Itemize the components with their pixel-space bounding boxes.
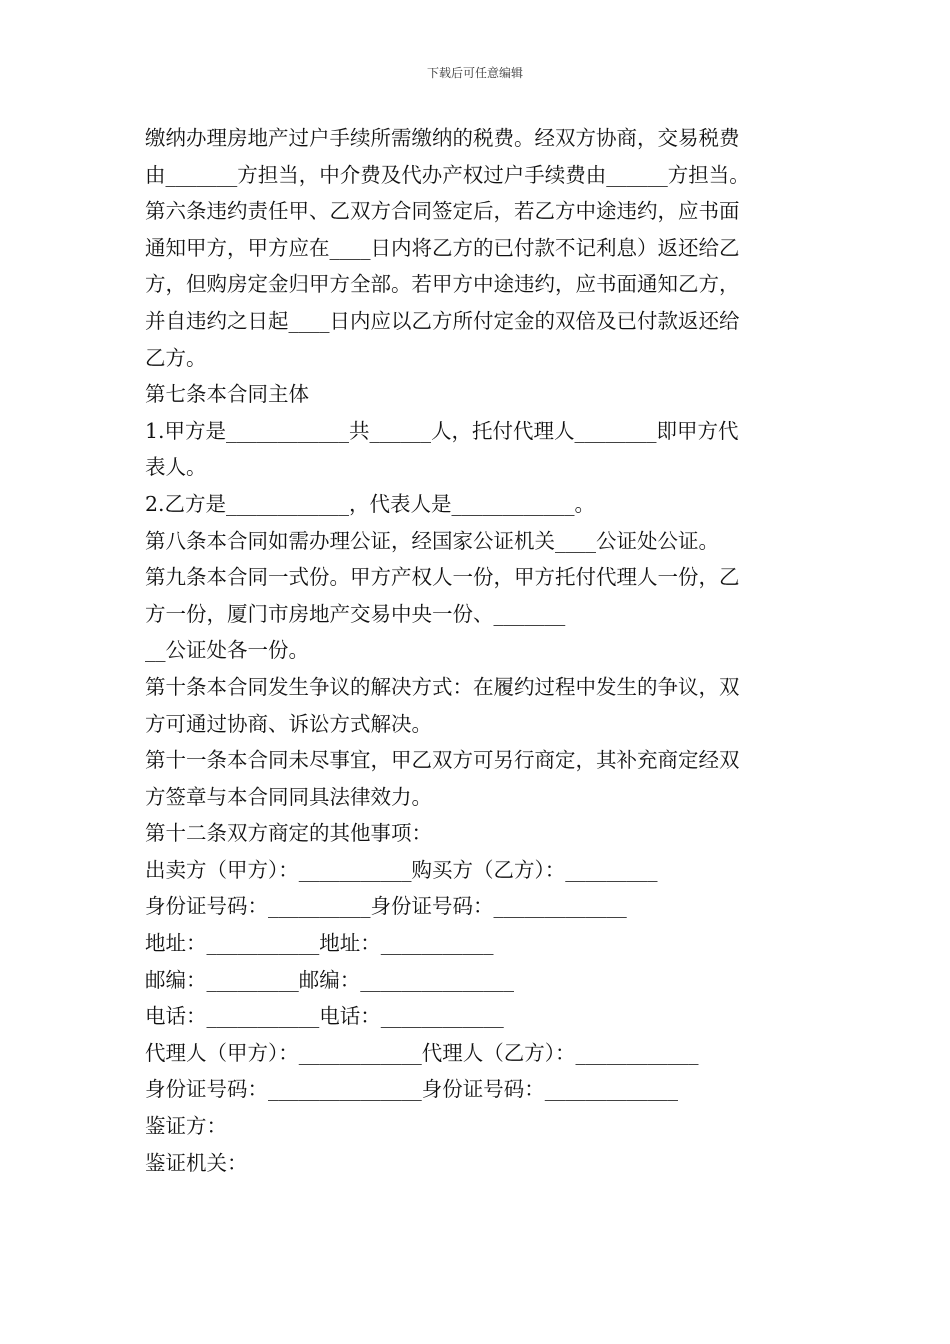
text-line: 乙方。 xyxy=(145,345,207,370)
text-line: 通知甲方，甲方应在____日内将乙方的已付款不记利息）返还给乙 xyxy=(145,235,740,260)
text-line: 1.甲方是____________共______人，托付代理人________即甲方代 xyxy=(145,418,739,443)
article-10: 第十条本合同发生争议的解决方式：在履约过程中发生的争议，双 xyxy=(145,674,740,699)
text-line: 方一份，厦门市房地产交易中央一份、_______ xyxy=(145,601,566,626)
article-8: 第八条本合同如需办理公证，经国家公证机关____公证处公证。 xyxy=(145,528,719,553)
text-line: 方可通过协商、诉讼方式解决。 xyxy=(145,711,432,736)
contract-body xyxy=(145,120,815,1181)
text-line: 表人。 xyxy=(145,455,207,480)
agent-line: 代理人（甲方）：____________代理人（乙方）：____________ xyxy=(145,1040,699,1065)
agent-id-line: 身份证号码：_______________身份证号码：_____________ xyxy=(145,1077,678,1102)
postcode-line: 邮编：_________邮编：_______________ xyxy=(145,967,514,992)
article-9: 第九条本合同一式份。甲方产权人一份，甲方托付代理人一份，乙 xyxy=(145,565,740,590)
page-header: 下载后可任意编辑 xyxy=(426,66,523,80)
text-line: __公证处各一份。 xyxy=(145,638,309,663)
verifying-authority-line: 鉴证机关： xyxy=(145,1150,248,1175)
text-line: 第六条违约责任甲、乙双方合同签定后，若乙方中途违约，应书面 xyxy=(145,199,740,224)
verifier-line: 鉴证方： xyxy=(145,1114,227,1139)
text-line: 方签章与本合同同具法律效力。 xyxy=(145,784,432,809)
text-line: 2.乙方是____________，代表人是____________。 xyxy=(145,491,596,516)
phone-line: 电话：___________电话：____________ xyxy=(145,1004,504,1029)
address-line: 地址：___________地址：___________ xyxy=(145,931,494,956)
article-11: 第十一条本合同未尽事宜，甲乙双方可另行商定，其补充商定经双 xyxy=(145,748,740,773)
text-line: 方，但购房定金归甲方全部。若甲方中途违约，应书面通知乙方， xyxy=(145,272,740,297)
text-line: 由_______方担当，中介费及代办产权过户手续费由______方担当。 xyxy=(145,162,750,187)
text-line: 并自违约之日起____日内应以乙方所付定金的双倍及已付款返还给 xyxy=(145,308,740,333)
seller-buyer-line: 出卖方（甲方）：___________购买方（乙方）：_________ xyxy=(145,857,658,882)
text-line: 缴纳办理房地产过户手续所需缴纳的税费。经双方协商，交易税费 xyxy=(145,126,740,150)
article-7-title: 第七条本合同主体 xyxy=(145,382,309,407)
article-12: 第十二条双方商定的其他事项： xyxy=(145,821,432,846)
id-number-line: 身份证号码：__________身份证号码：_____________ xyxy=(145,894,627,919)
